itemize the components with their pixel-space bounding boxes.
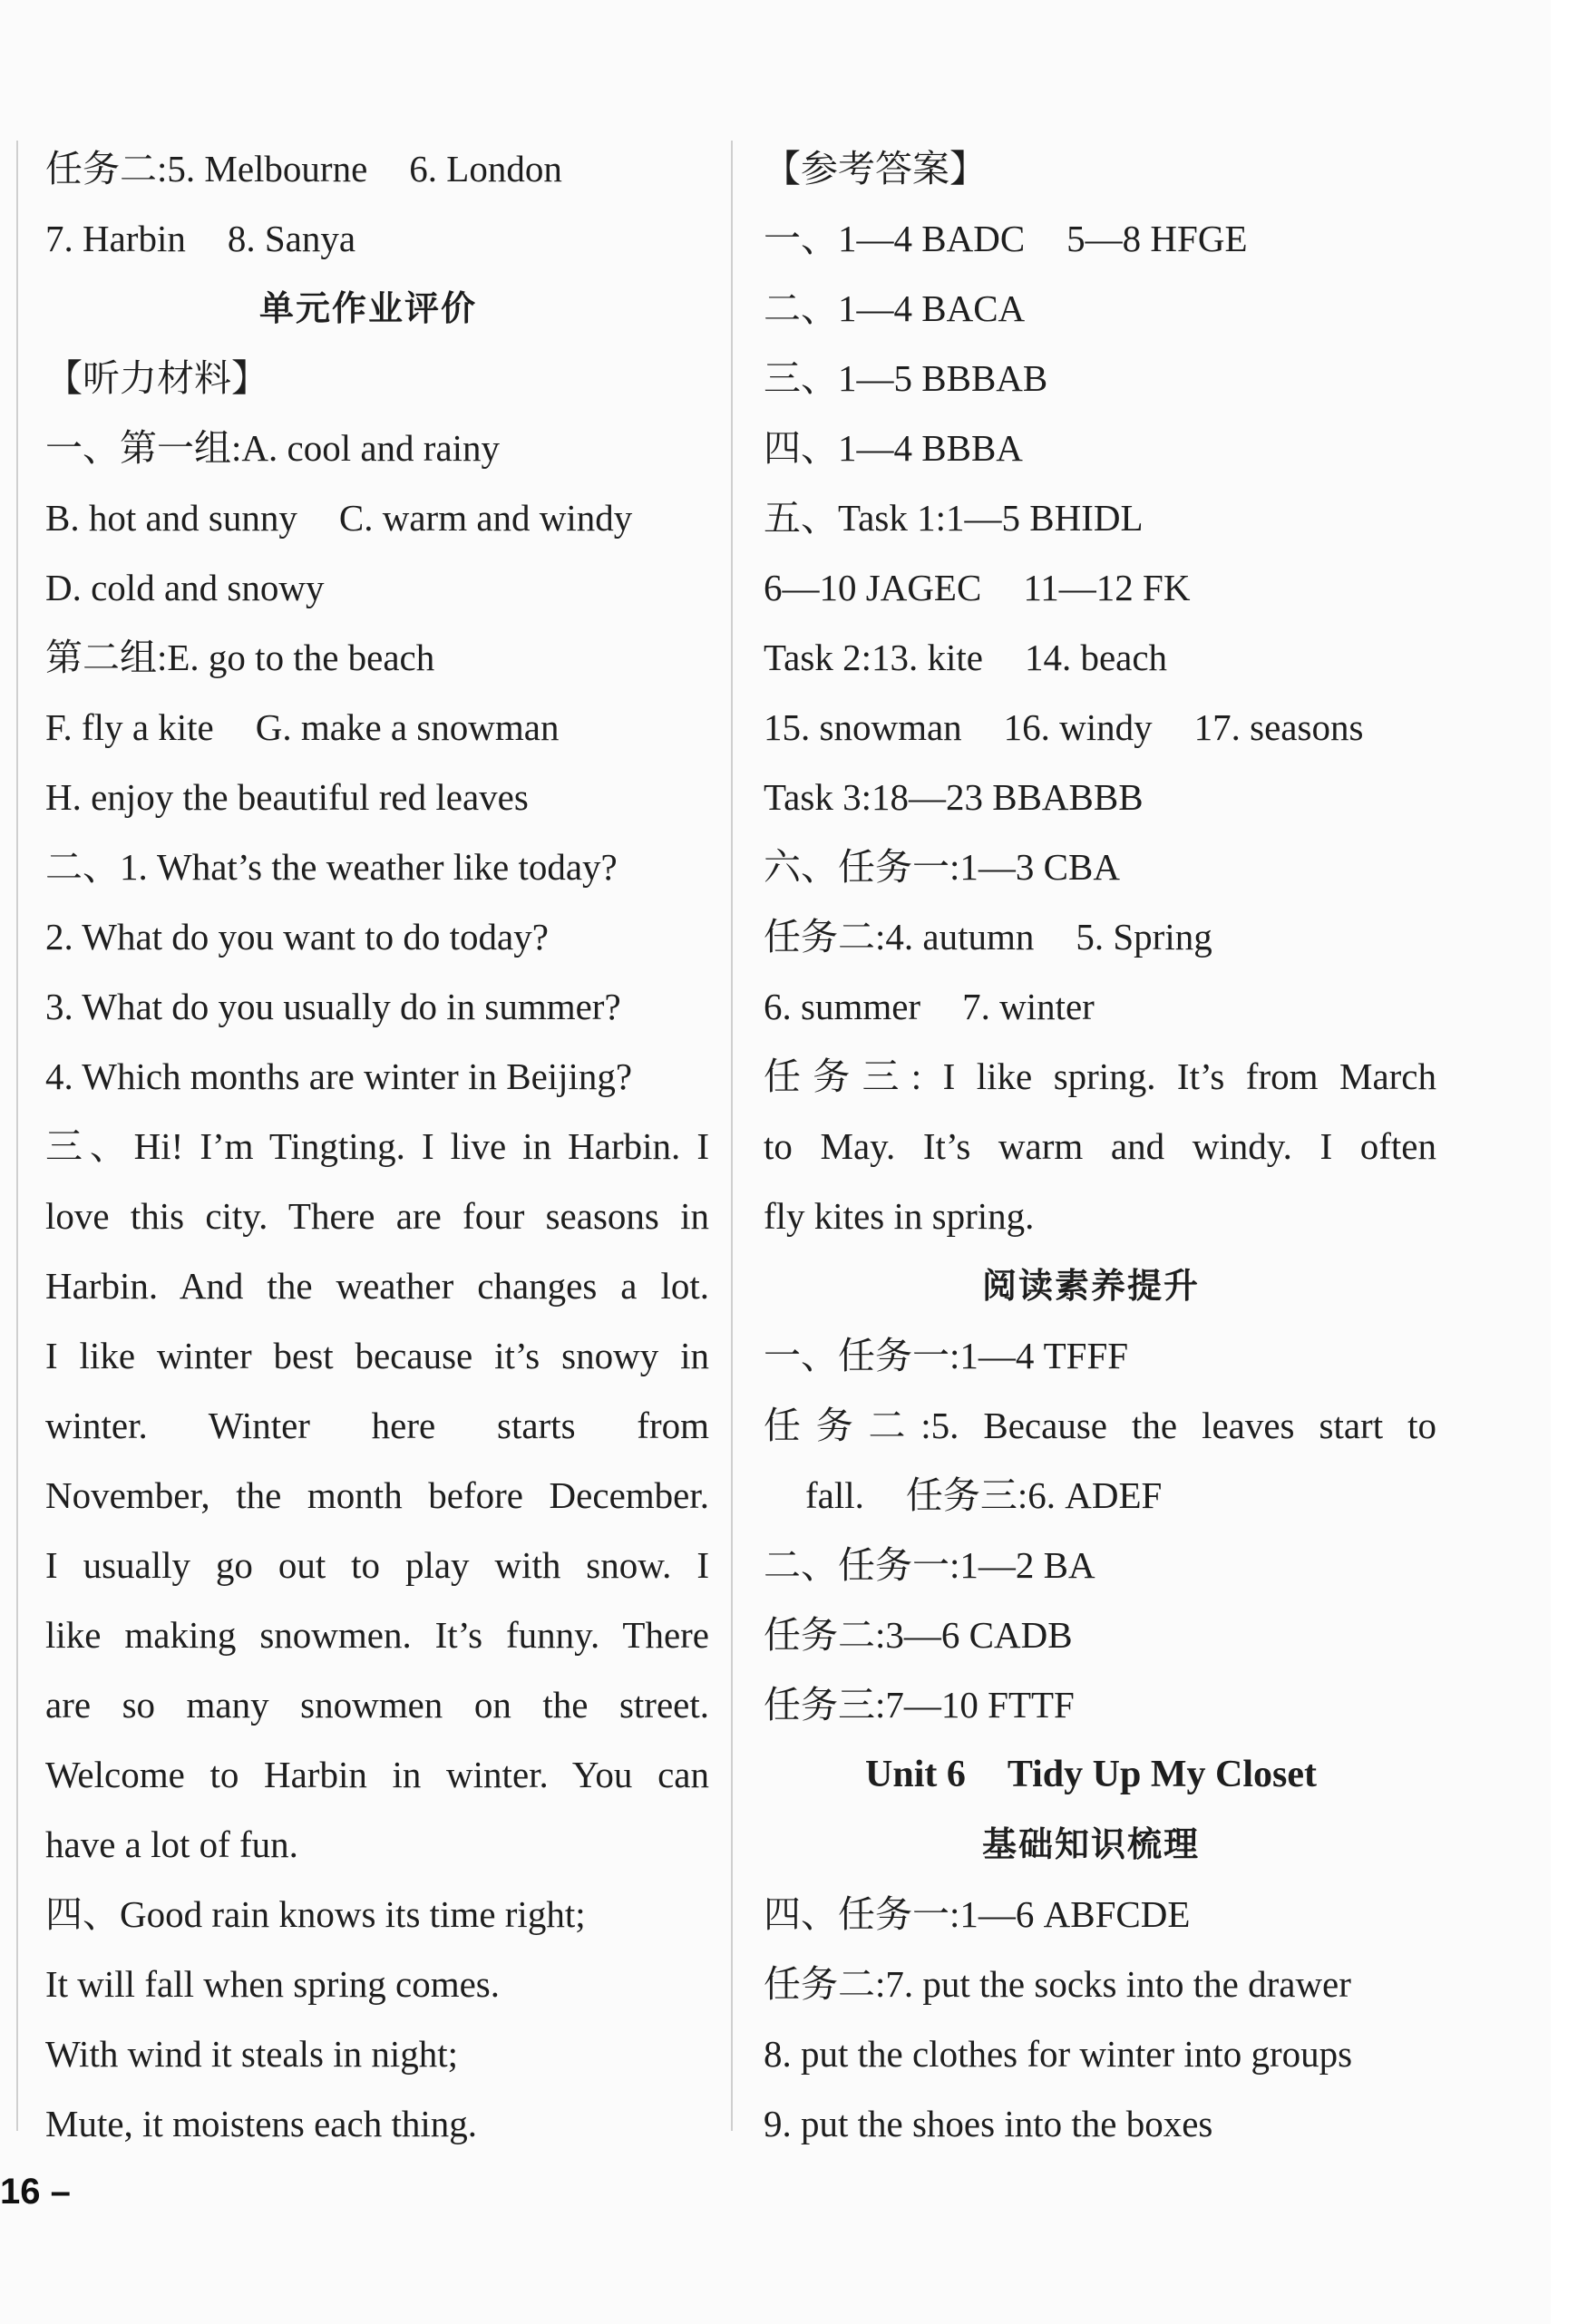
text-line [27,1251,709,1321]
line-text: 四、Good rain knows its time right; [45,1893,586,1935]
line-text: 6. summer [764,986,921,1027]
line-text: 四、1—4 BBBA [764,427,1023,469]
text-line [745,1600,1436,1670]
line-text: 任务二:3—6 CADB [764,1614,1073,1656]
text-line [27,2089,709,2159]
line-text: fall. [805,1474,864,1516]
line-text: November, the month before December. [45,1474,709,1516]
text-line [745,763,1436,832]
line-text: H. enjoy the beautiful red leaves [45,776,529,818]
line-text: 四、任务一:1—6 ABFCDE [764,1893,1191,1935]
line-text: 二、任务一:1—2 BA [764,1544,1095,1586]
text-line [745,1670,1436,1740]
line-text: 任务二:5. Because the leaves start to [764,1405,1436,1446]
text-line [27,1461,709,1531]
text-line [27,483,709,553]
text-line [745,623,1436,693]
line-text: D. cold and snowy [45,567,325,608]
line-text: love this city. There are four seasons in [45,1195,709,1237]
text-line [745,1181,1436,1251]
column-divider [731,141,733,2131]
line-text: 【听力材料】 [45,357,268,399]
text-line [745,1531,1436,1600]
unit-heading [745,1740,1436,1810]
line-text: 4. Which months are winter in Beijing? [45,1055,633,1097]
text-line [27,1531,709,1600]
page-number: 16 – [0,2172,71,2212]
line-text: are so many snowmen on the street. [45,1684,709,1726]
line-text: F. fly a kite [45,706,214,748]
line-text: 三、Hi! I’m Tingting. I live in Harbin. I [45,1125,709,1167]
line-text: 第二组:E. go to the beach [45,637,435,678]
left-column [27,134,709,2159]
text-line [27,1321,709,1391]
line-text: 17. seasons [1193,706,1364,748]
section-heading: 单元作业评价 [258,288,477,328]
line-text: It will fall when spring comes. [45,1963,501,2005]
text-line [745,1950,1436,2019]
line-text: 任务三:7—10 FTTF [764,1684,1075,1726]
line-text: 7. Harbin [45,218,186,259]
line-text: 二、1. What’s the weather like today? [45,846,618,888]
line-text: 5—8 HFGE [1066,218,1248,259]
line-text: have a lot of fun. [45,1823,298,1865]
text-line [27,1181,709,1251]
line-text: 一、1—4 BADC [764,218,1026,259]
line-text: 8. put the clothes for winter into groups [764,2033,1353,2075]
line-text: With wind it steals in night; [45,2033,459,2075]
text-line [745,972,1436,1042]
line-text: 8. Sanya [227,218,356,259]
line-text: 六、任务一:1—3 CBA [764,846,1120,888]
text-line [27,902,709,972]
line-text: 6—10 JAGEC [764,567,982,608]
section-heading: 阅读素养提升 [981,1266,1200,1306]
text-line [745,832,1436,902]
line-text: 16. windy [1003,706,1153,748]
line-text: 五、Task 1:1—5 BHIDL [764,497,1144,539]
text-line [745,344,1436,413]
text-line [27,1950,709,2019]
text-line [27,413,709,483]
text-line [27,553,709,623]
line-text: 14. beach [1024,637,1168,678]
line-text: G. make a snowman [255,706,560,748]
text-line [745,1112,1436,1181]
text-line [745,204,1436,274]
text-line [745,1321,1436,1391]
text-line [27,204,709,274]
line-text: 7. winter [962,986,1095,1027]
text-line [745,1391,1436,1461]
line-text: 2. What do you want to do today? [45,916,549,958]
text-line [745,2089,1436,2159]
text-line [27,1740,709,1810]
line-text: to May. It’s warm and windy. I often [764,1125,1436,1167]
text-line [27,1600,709,1670]
line-text: I like winter best because it’s snowy in [45,1335,709,1376]
line-text: 11—12 FK [1023,567,1191,608]
line-text: 6. London [409,148,562,190]
line-text: 任务三: I like spring. It’s from March [764,1055,1436,1097]
line-text: Welcome to Harbin in winter. You can [45,1754,709,1795]
text-line [745,902,1436,972]
left-margin-rule [16,141,18,2131]
line-text: 9. put the shoes into the boxes [764,2103,1213,2144]
text-line [27,134,709,204]
unit-title: Tidy Up My Closet [1007,1754,1317,1795]
text-line [27,1042,709,1112]
text-line [745,274,1436,344]
line-text: 三、1—5 BBBAB [764,357,1048,399]
line-text: B. hot and sunny [45,497,297,539]
line-text: 15. snowman [764,706,962,748]
text-line [745,693,1436,763]
text-line [27,832,709,902]
line-text: 任务二:7. put the socks into the drawer [764,1963,1351,2005]
line-text: winter. Winter here starts from [45,1405,709,1446]
line-text: 二、1—4 BACA [764,287,1026,329]
text-line [27,693,709,763]
line-text: 【参考答案】 [764,148,987,190]
text-line [745,1880,1436,1950]
line-text: I usually go out to play with snow. I [45,1544,709,1586]
text-line [27,344,709,413]
text-line [27,1810,709,1880]
line-text: 一、任务一:1—4 TFFF [764,1335,1129,1376]
text-line [745,553,1436,623]
line-text: 一、第一组:A. cool and rainy [45,427,501,469]
text-line [27,1880,709,1950]
text-line [745,1461,1436,1531]
text-line [27,763,709,832]
line-text: 任务三:6. ADEF [905,1474,1163,1516]
line-text: Harbin. And the weather changes a lot. [45,1265,709,1307]
line-text: 3. What do you usually do in summer? [45,986,621,1027]
text-line [27,623,709,693]
line-text: 5. Spring [1076,916,1212,958]
text-line [745,134,1436,204]
line-text: Mute, it moistens each thing. [45,2103,477,2144]
text-line [745,483,1436,553]
text-line [745,2019,1436,2089]
text-line [27,2019,709,2089]
line-text: Task 3:18—23 BBABBB [764,776,1144,818]
line-text: fly kites in spring. [764,1195,1035,1237]
text-line [27,1391,709,1461]
line-text: 任务二:4. autumn [764,916,1035,958]
line-text: C. warm and windy [338,497,633,539]
text-line [27,1670,709,1740]
right-column [745,134,1436,2159]
text-line [27,972,709,1042]
text-line [745,413,1436,483]
section-heading: 基础知识梳理 [981,1824,1200,1864]
unit-number: Unit 6 [865,1754,966,1795]
line-text: 任务二:5. Melbourne [45,148,368,190]
line-text: Task 2:13. kite [764,637,983,678]
text-line [27,1112,709,1181]
text-line [745,1042,1436,1112]
line-text: like making snowmen. It’s funny. There [45,1614,709,1656]
